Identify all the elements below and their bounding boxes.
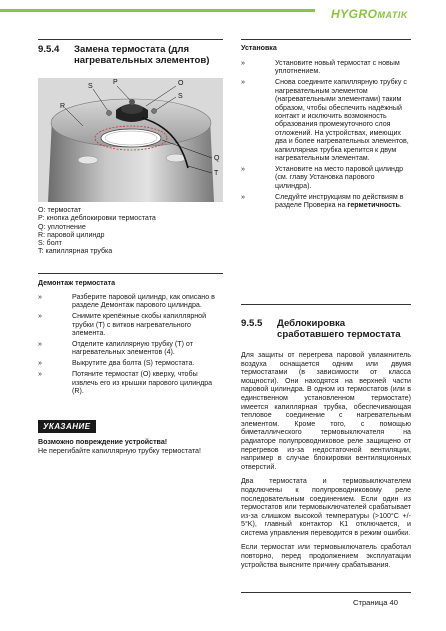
list-item: » Снова соедините капиллярную трубку с нагревательным элементом (нагревательными элементами) таким образом, чтобы обеспечить надёжный контакт и исключить возможность образования промежуточного слоя отложений. На устройствах, имеющих два и более нагревательных элементов, капиллярная трубка крепится к двум нагревательным элементам. [241, 78, 409, 162]
figure-legend [38, 206, 228, 256]
left-column [38, 44, 223, 66]
right-column [241, 44, 411, 212]
page-number: Страница 40 [353, 598, 398, 607]
dismount-steps [38, 293, 223, 395]
section-number: 9.5.4 [38, 44, 60, 55]
section-number: 9.5.5 [241, 318, 263, 329]
legend-item: P: кнопка деблокировки термостата [38, 214, 156, 223]
label-s-left: S [88, 83, 93, 90]
warning-title: Возможно повреждение устройства! [38, 438, 168, 446]
list-item: » Потяните термостат (O) кверху, чтобы извлечь его из крышки парового цилиндра (R). [38, 370, 213, 396]
list-item: » Отделите капиллярную трубку (T) от нагревательных элементов (4). [38, 340, 193, 357]
label-o: O [178, 80, 184, 87]
legend-item: O: термостат [38, 206, 82, 214]
divider-955 [241, 304, 411, 305]
screw-left [107, 111, 112, 116]
list-item: » Установите на место паровой цилиндр (см. главу Установка парового цилиндра). [241, 164, 404, 190]
list-item: » Установите новый термостат с новым уплотнением. [241, 59, 400, 76]
label-t: T [214, 170, 219, 177]
list-item: » Снимите крепёжные скобы капиллярной трубки (T) с витков нагревательного элемента. [38, 312, 207, 338]
divider-dismount [38, 273, 223, 274]
page-header [0, 0, 446, 27]
screw-right [152, 109, 157, 114]
install-title: Установка [241, 44, 277, 52]
thermostat-figure [38, 78, 223, 202]
section-heading-955 [241, 318, 411, 340]
legend-item: S: болт [38, 239, 62, 248]
legend-item: T: капиллярная трубка [38, 247, 113, 256]
section-title: Деблокировка сработавшего термостата [277, 318, 401, 340]
legend-item: R: паровой цилиндр [38, 230, 105, 239]
list-item: » Разберите паровой цилиндр, как описано в разделе Демонтаж парового цилиндра. [38, 293, 215, 310]
divider-left-top [38, 39, 223, 40]
install-steps [241, 59, 411, 209]
paragraph-1: Для защиты от перегрева паровой увлажнитель воздуха оснащается одним или двумя термостатами (в зависимости от класса мощности). Они находятся на верхней части паровой цилиндра. В одном из термостатов (или в единственном установленном термостате) имеется капиллярная трубка, обеспечивающая тепловое соединение с нагревательным элементом. Кроме того, с помощью биметаллического термовыключателя на радиаторе полупроводниковое реле защищено от перегревов из-за недостаточной вентиляции, например в случае блокировки вентиляционных отверстий. [241, 351, 411, 471]
label-s-right: S [178, 93, 183, 100]
dismount-title: Демонтаж термостата [38, 279, 116, 287]
warning-block [38, 416, 228, 455]
paragraph-2: Два термостата и термовыключателем подключены к полупроводниковому реле последовательным соединением. Если один из термостатов или термовыключателей срабатывает из-за слишком высокой температуры (>100°C +/- 5°K), главный контактор K1 отключается, и система управления переводится в режим ошибки. [241, 477, 411, 537]
legend-item: Q: уплотнение [38, 222, 86, 231]
warning-text: Не перегибайте капиллярную трубку термостата! [38, 446, 201, 455]
section-955 [241, 318, 411, 569]
list-item: » Выкрутите два болта (S) термостата. [38, 359, 195, 368]
section-title: Замена термостата (для нагревательных элементов) [74, 44, 210, 66]
header-color-band [0, 9, 315, 12]
divider-footer [241, 592, 411, 593]
warning-badge: УКАЗАНИЕ [38, 420, 96, 433]
label-p: P [113, 79, 118, 86]
dismount-section [38, 279, 223, 398]
label-r: R [60, 103, 66, 110]
label-q: Q [214, 155, 220, 162]
divider-right-top [241, 39, 411, 40]
paragraph-3: Если термостат или термовыключатель сработал повторно, перед продолжением эксплуатации устройства выясните причину срабатывания. [241, 543, 411, 569]
seal-ring [101, 129, 161, 147]
section-heading-954 [38, 44, 223, 66]
list-item: » Следуйте инструкциям по действиям в разделе Проверка на герметичность. [241, 192, 404, 209]
brand-logo: HYGROMATIK [331, 7, 408, 21]
